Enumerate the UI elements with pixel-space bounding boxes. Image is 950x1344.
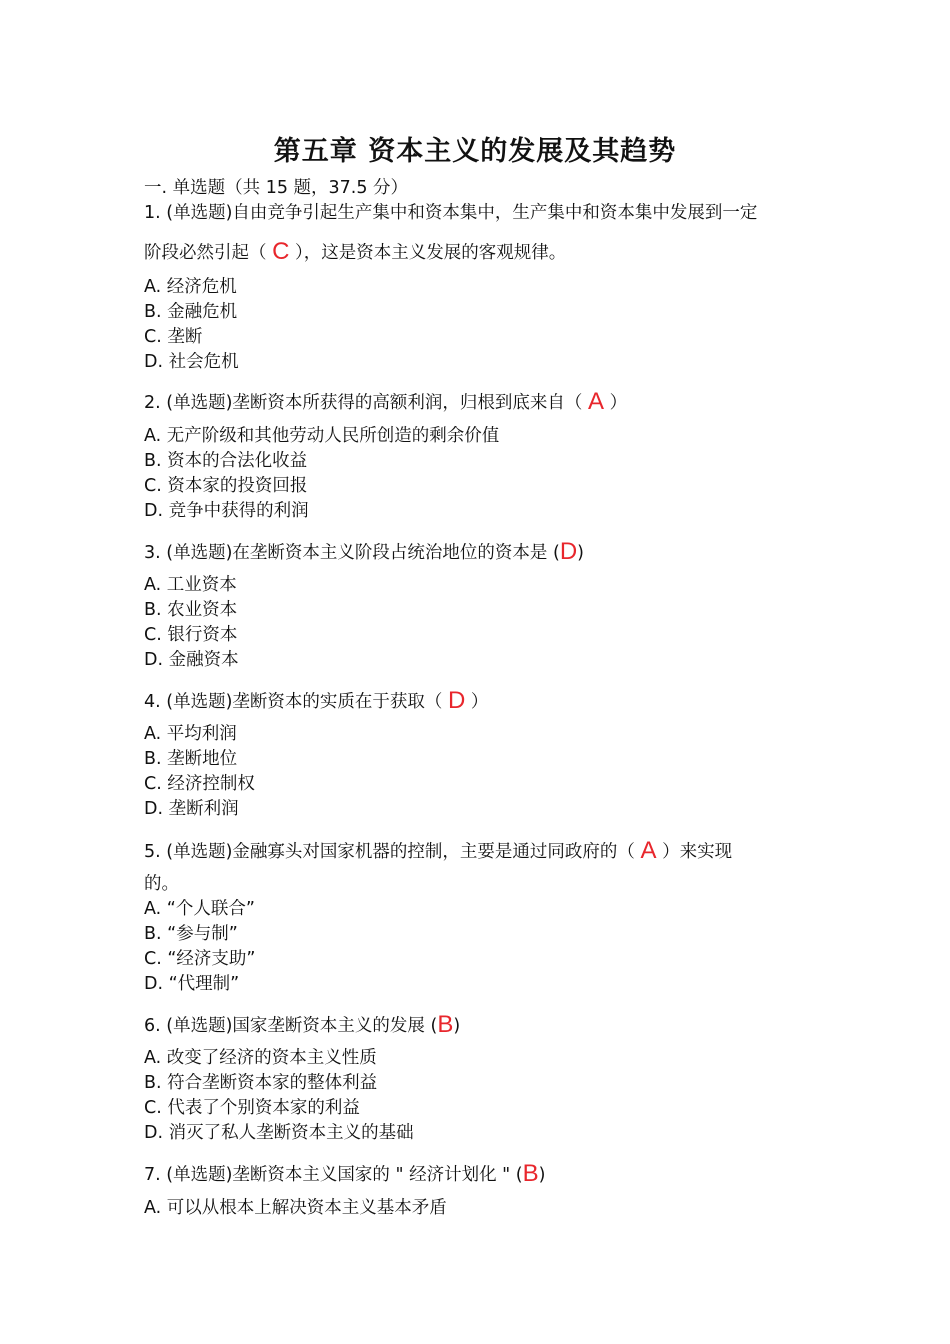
section-heading: 一. 单选题（共 15 题，37.5 分） <box>144 178 409 198</box>
option-d: D. 社会危机 <box>144 352 239 372</box>
option-b: B. 资本的合法化收益 <box>144 451 308 471</box>
question-4-stem: 4. (单选题)垄断资本的实质在于获取（ D ） <box>144 687 489 714</box>
answer-mark: A <box>640 837 657 864</box>
option-a: A. “个人联合” <box>144 899 255 919</box>
option-b: B. 金融危机 <box>144 302 238 322</box>
option-c: C. 经济控制权 <box>144 774 255 794</box>
option-a: A. 平均利润 <box>144 724 237 744</box>
answer-mark: B <box>437 1011 454 1038</box>
question-7-stem: 7. (单选题)垄断资本主义国家的 " 经济计划化 " (B) <box>144 1160 546 1187</box>
question-2-stem: 2. (单选题)垄断资本所获得的高额利润，归根到底来自（ A ） <box>144 388 628 415</box>
option-d: D. 消灭了私人垄断资本主义的基础 <box>144 1123 414 1143</box>
option-b: B. 符合垄断资本家的整体利益 <box>144 1073 378 1093</box>
option-d: D. 垄断利润 <box>144 799 239 819</box>
answer-mark: B <box>522 1160 539 1187</box>
question-1-stem-continued: 阶段必然引起（ C ），这是资本主义发展的客观规律。 <box>144 238 567 265</box>
option-b: B. “参与制” <box>144 924 238 944</box>
option-c: C. 银行资本 <box>144 625 238 645</box>
question-6-stem: 6. (单选题)国家垄断资本主义的发展 (B) <box>144 1011 461 1038</box>
option-d: D. 金融资本 <box>144 650 239 670</box>
option-c: C. 垄断 <box>144 327 203 347</box>
question-5-stem: 5. (单选题)金融寡头对国家机器的控制，主要是通过同政府的（ A ）来实现 <box>144 837 733 864</box>
option-a: A. 工业资本 <box>144 575 237 595</box>
question-3-stem: 3. (单选题)在垄断资本主义阶段占统治地位的资本是 (D) <box>144 538 584 565</box>
option-a: A. 经济危机 <box>144 277 237 297</box>
answer-mark: A <box>587 388 604 415</box>
question-5-stem-continued: 的。 <box>144 874 179 894</box>
answer-mark: D <box>559 538 578 565</box>
question-1-stem: 1. (单选题)自由竞争引起生产集中和资本集中，生产集中和资本集中发展到一定 <box>144 203 758 223</box>
option-d: D. “代理制” <box>144 974 240 994</box>
option-a: A. 改变了经济的资本主义性质 <box>144 1048 377 1068</box>
option-c: C. 代表了个别资本家的利益 <box>144 1098 360 1118</box>
option-a: A. 无产阶级和其他劳动人民所创造的剩余价值 <box>144 426 500 446</box>
option-c: C. 资本家的投资回报 <box>144 476 308 496</box>
chapter-title: 第五章 资本主义的发展及其趋势 <box>273 136 677 167</box>
answer-mark: C <box>272 238 290 265</box>
answer-mark: D <box>447 687 466 714</box>
option-d: D. 竞争中获得的利润 <box>144 501 309 521</box>
option-a: A. 可以从根本上解决资本主义基本矛盾 <box>144 1198 447 1218</box>
option-c: C. “经济支助” <box>144 949 256 969</box>
option-b: B. 农业资本 <box>144 600 238 620</box>
option-b: B. 垄断地位 <box>144 749 238 769</box>
